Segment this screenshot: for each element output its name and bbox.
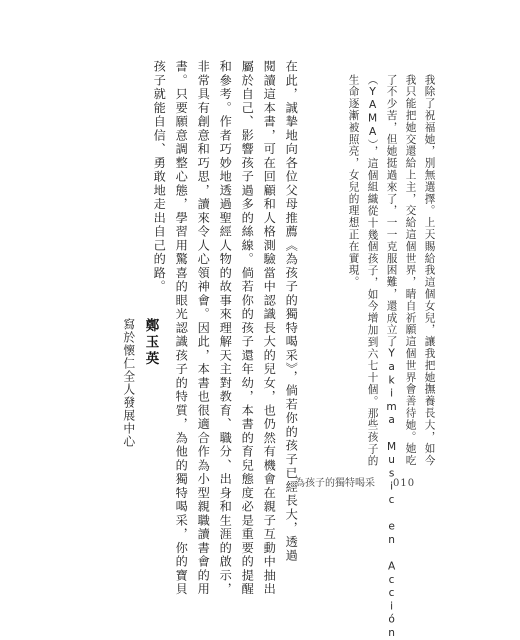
quote-column-1: 我除了祝福她，別無選擇。上天賜給我這個女兒，讓我把她撫養長大，如今 (423, 74, 436, 467)
body-column-6: 書。只要願意調整心態，學習用驚喜的眼光認識孩子的特質，為他的獨特喝采，你的寶貝 (174, 60, 189, 597)
body-column-3: 屬於自己、影響孩子過多的絲線。倘若你的孩子還年幼，本書的育兒態度必是重要的提醒 (240, 60, 255, 597)
author-name: 鄭玉英 (142, 318, 159, 368)
quote-column-5: 生命逐漸被照亮，女兒的理想正在實現。 (347, 74, 360, 289)
quote-column-4: （YAMA），這個組織從十幾個孩子，如今增加到六七十個。那些孩子的 (366, 74, 379, 467)
author-location: 寫於懷仁全人發展中心 (121, 318, 136, 448)
body-column-2: 閱讀這本書，可在回顧和人格測驗當中認識長大的兒女，也仍然有機會在親子互動中抽出 (262, 60, 277, 597)
body-column-5: 非常具有創意和巧思，讀來令人心領神會。因此，本書也很適合作為小型親職讀書會的用 (196, 60, 211, 597)
quote-column-2: 我只能把她交還給上主，交給這個世界，睛自祈願這個世界會善待她。她吃 (404, 74, 417, 467)
body-column-7: 孩子就能自信、勇敢地走出自己的路。 (152, 60, 167, 294)
quote-column-3: 了不少苦，但她挺過來了，一一克服困難，還成立了Yakima Music en Acción (385, 74, 398, 640)
page-footer (295, 474, 415, 489)
running-title: 為孩子的獨特喝采 (295, 478, 375, 489)
page-number: 010 (393, 478, 416, 489)
body-column-1: 在此，誠摯地向各位父母推薦《為孩子的獨特喝采》，倘若你的孩子已經長大，透過 (284, 60, 299, 563)
body-column-4: 和參考。作者巧妙地透過聖經人物的故事來理解天主對教育、職分、出身和生涯的啟示， (218, 60, 233, 597)
